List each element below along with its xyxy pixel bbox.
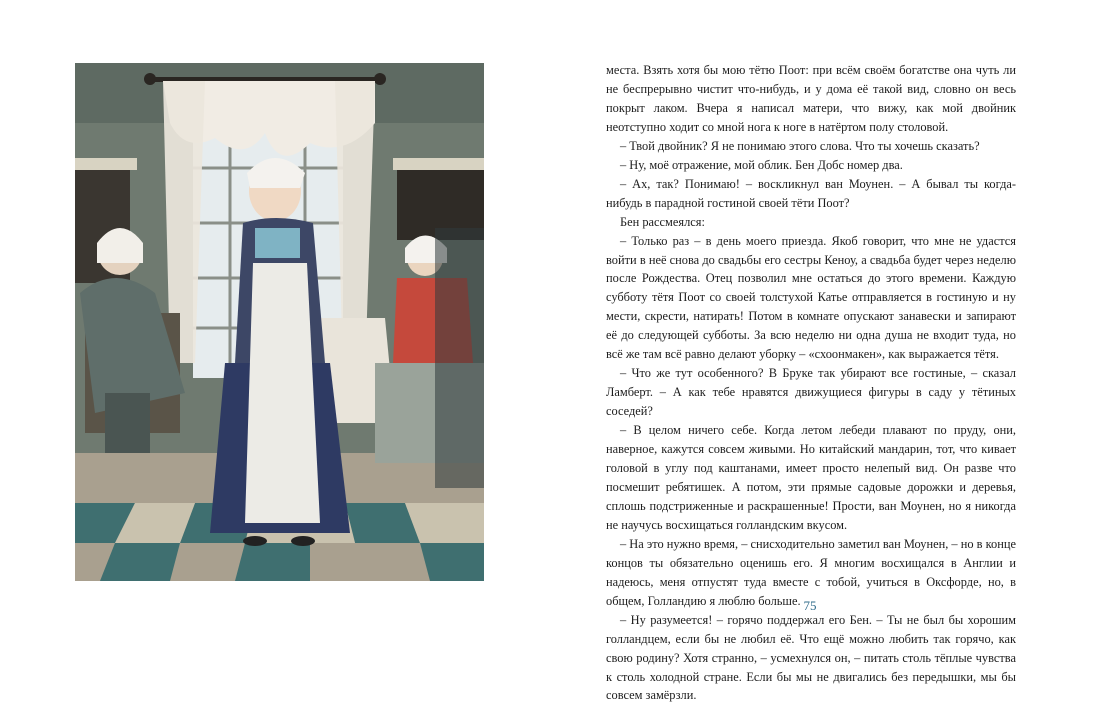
paragraph: – Что же тут особенного? В Бруке так убирают все гостиные, – сказал Ламберт. – А как тебе нравятся движущиеся фигуры в саду у тётиных соседей? — [606, 366, 1016, 419]
paragraph: – Ну, моё отражение, мой облик. Бен Добс номер два. — [620, 157, 903, 172]
illustration — [75, 63, 484, 581]
paragraph: места. Взять хотя бы мою тётю Поот: при всём своём богатстве она чуть ли не беспрерывно чистит что-нибудь, и у дома её такой вид, словно он весь покрыт лаком. Вчера я написал матери, что вижу, как мой двойник неотступно ходит со мной нога к ноге в натёртом полу столовой. — [606, 63, 1016, 134]
page-number: 75 — [803, 598, 817, 613]
paragraph: – Ах, так? Понимаю! – воскликнул ван Моунен. – А бывал ты когда-нибудь в парадной гостиной своей тёти Поот? — [606, 176, 1016, 210]
painting-dutch-interior-icon — [75, 63, 484, 581]
paragraph: – Твой двойник? Я не понимаю этого слова. Что ты хочешь сказать? — [620, 138, 980, 153]
paragraph: – В целом ничего себе. Когда летом лебеди плавают по пруду, они, наверное, кажутся совсем живыми. Но китайский мандарин, тот, что кивает головой в углу под каштанами, имеет просто нелепый вид. Он разве что посмешит ребятишек. А потом, эти прямые садовые дорожки и деревья, сплошь подстриженные и раскрашенные! Прости, ван Моунен, но я никогда не научусь восхищаться голландским вкусом. — [606, 423, 1016, 532]
paragraph: – Ну разумеется! – горячо поддержал его Бен. – Ты не был бы хорошим голландцем, если бы не любил её. Что ещё можно любить так горячо, как свою родину? Хотя странно, – усмехнулся он, – питать столь тёплые чувства к столь холодной стране. Если бы мы не двигались без передышки, мы бы совсем замёрзли. — [606, 612, 1016, 703]
paragraph: Бен рассмеялся: — [620, 214, 705, 229]
paragraph: – Только раз – в день моего приезда. Якоб говорит, что мне не удастся войти в неё снова до свадьбы его сестры Кеноу, а свадьба будет через неделю после Рождества. Отец позволил мне остаться до этого времени. Каждую субботу тётя Поот со своей толстухой Катье отправляется в гостиную и ну мести, скрести, натирать! Потом в комнате опускают занавески и запирают её до следующей субботы. За всю неделю ни одна душа не входит туда, но всё же там всё равно делают уборку – «схоонмакен», как выражается тётя. — [606, 233, 1016, 362]
left-page — [0, 0, 550, 663]
paragraph: – На это нужно время, – снисходительно заметил ван Моунен, – но в конце концов ты обязательно оценишь его. Я многим восхищался в Англии и надеюсь, меня отпустят туда вместе с тобой, учиться в Оксфорде, но, в общем, Голландию я люблю больше. — [606, 536, 1016, 608]
right-page — [550, 0, 1100, 703]
